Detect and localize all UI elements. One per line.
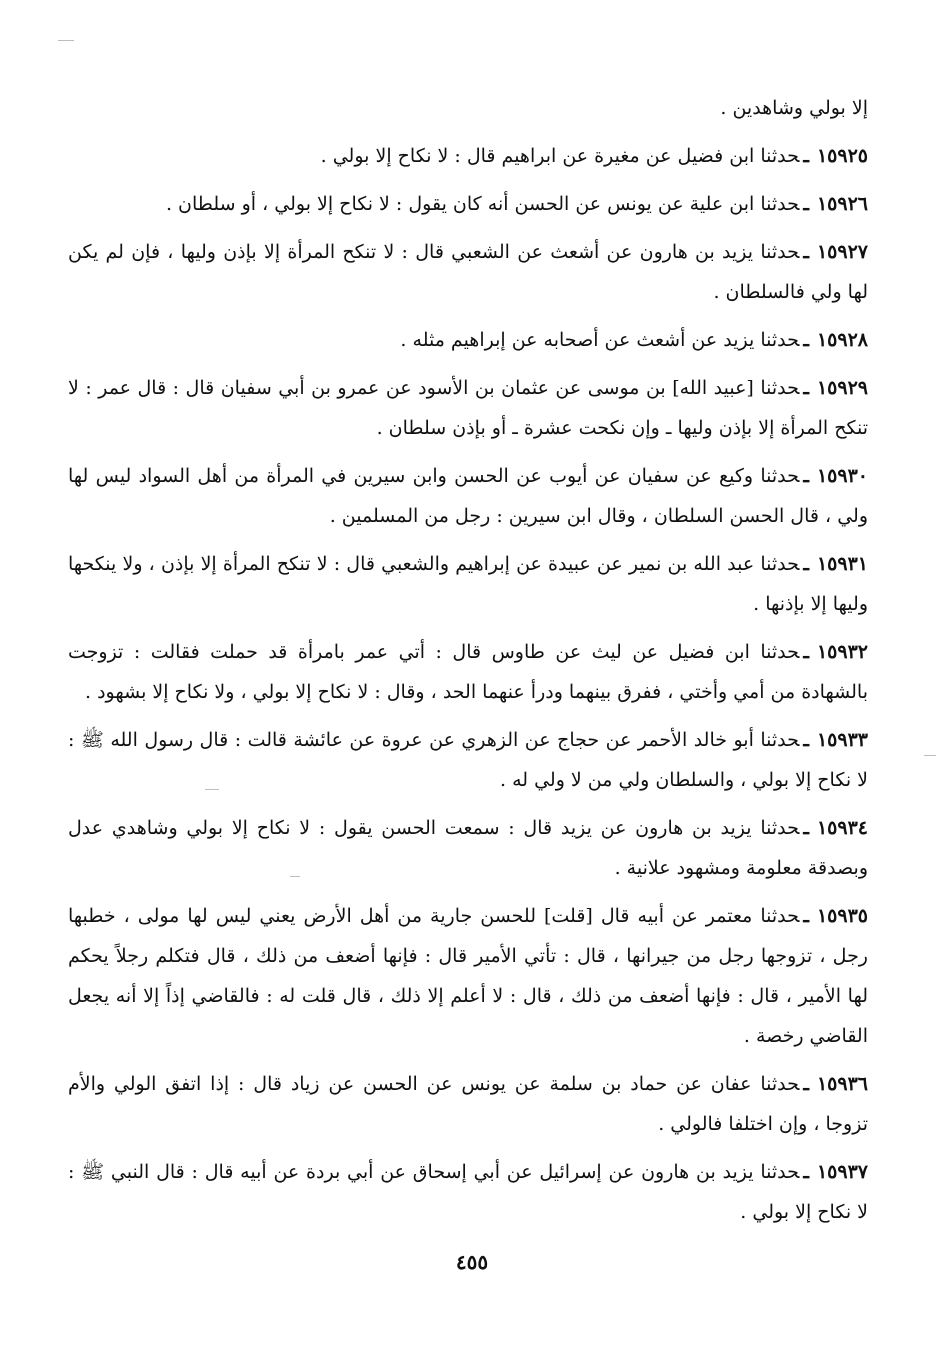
- dash: ـ: [803, 817, 809, 839]
- hadith-number: ١٥٩٢٦: [816, 193, 868, 215]
- hadith-entry: [68, 136, 868, 176]
- hadith-text: حدثنا أبو خالد الأحمر عن حجاج عن الزهري عن عروة عن عائشة قالت : قال رسول الله ﷺ : لا نكاح إلا بولي ، والسلطان ولي من لا ولي له .: [68, 729, 868, 791]
- dash: ـ: [803, 193, 809, 215]
- scan-speck: [205, 789, 219, 790]
- dash: ـ: [803, 553, 809, 575]
- hadith-text: حدثنا وكيع عن سفيان عن أيوب عن الحسن وابن سيرين في المرأة من أهل السواد ليس لها ولي ، قال الحسن السلطان ، وقال ابن سيرين : رجل من المسلمين .: [68, 465, 868, 527]
- hadith-entry: [68, 456, 868, 536]
- intro-line: [68, 88, 868, 128]
- hadith-text: حدثنا ابن فضيل عن ليث عن طاوس قال : أتي عمر بامرأة قد حملت فقالت : تزوجت بالشهادة من أمي وأختي ، ففرق بينهما ودرأ عنهما الحد ، وقال : لا نكاح إلا بولي ، ولا نكاح إلا بشهود .: [68, 641, 868, 703]
- hadith-entry: [68, 544, 868, 624]
- hadith-entry: [68, 720, 868, 800]
- hadith-number: ١٥٩٢٨: [816, 329, 868, 351]
- hadith-number: ١٥٩٣٦: [816, 1073, 868, 1095]
- dash: ـ: [803, 241, 809, 263]
- dash: ـ: [803, 145, 809, 167]
- hadith-number: ١٥٩٢٧: [816, 241, 868, 263]
- hadith-text: حدثنا يزيد بن هارون عن أشعث عن الشعبي قال : لا تنكح المرأة إلا بإذن وليها ، فإن لم يكن لها ولي فالسلطان .: [68, 241, 868, 303]
- hadith-number: ١٥٩٣٥: [816, 905, 868, 927]
- hadith-entry: [68, 184, 868, 224]
- hadith-entry: [68, 808, 868, 888]
- hadith-number: ١٥٩٢٩: [816, 377, 868, 399]
- dash: ـ: [803, 729, 809, 751]
- hadith-entry: [68, 320, 868, 360]
- hadith-number: ١٥٩٣٤: [816, 817, 868, 839]
- hadith-entry: [68, 368, 868, 448]
- hadith-text: حدثنا ابن علية عن يونس عن الحسن أنه كان يقول : لا نكاح إلا بولي ، أو سلطان .: [165, 193, 800, 215]
- hadith-number: ١٥٩٣٧: [816, 1161, 868, 1183]
- hadith-number: ١٥٩٣١: [816, 553, 868, 575]
- hadith-text: حدثنا معتمر عن أبيه قال [قلت] للحسن جارية من أهل الأرض يعني ليس لها مولى ، خطبها رجل ، تزوجها رجل من جيرانها ، قال : تأتي الأمير قال : فإنها أضعف من ذلك ، قال فتكلم رجلاً يحكم لها الأمير ، قال : فإنها أضعف من ذلك ، قال : لا أعلم إلا ذلك ، قال قلت له : فالقاضي إذاً إلا أنه يجعل القاضي رخصة .: [68, 905, 868, 1047]
- hadith-entry: [68, 896, 868, 1056]
- dash: ـ: [803, 329, 809, 351]
- hadith-entry: [68, 1064, 868, 1144]
- hadith-number: ١٥٩٣٢: [816, 641, 868, 663]
- scan-speck: [58, 40, 74, 41]
- hadith-text: حدثنا عبد الله بن نمير عن عبيدة عن إبراهيم والشعبي قال : لا تنكح المرأة إلا بإذن ، ولا ينكحها وليها إلا بإذنها .: [68, 553, 868, 615]
- hadith-number: ١٥٩٢٥: [816, 145, 868, 167]
- hadith-text: حدثنا يزيد بن هارون عن إسرائيل عن أبي إسحاق عن أبي بردة عن أبيه قال : قال النبي ﷺ : لا نكاح إلا بولي .: [68, 1161, 868, 1223]
- hadith-text: حدثنا ابن فضيل عن مغيرة عن ابراهيم قال : لا نكاح إلا بولي .: [320, 145, 800, 167]
- hadith-number: ١٥٩٣٠: [816, 465, 868, 487]
- dash: ـ: [803, 641, 809, 663]
- dash: ـ: [803, 377, 809, 399]
- dash: ـ: [803, 465, 809, 487]
- scan-speck: [290, 876, 300, 877]
- hadith-entry: [68, 232, 868, 312]
- hadith-text: حدثنا عفان عن حماد بن سلمة عن يونس عن الحسن عن زياد قال : إذا اتفق الولي والأم تزوجا ، وإن اختلفا فالولي .: [68, 1073, 868, 1135]
- page-number: ٤٥٥: [455, 1250, 489, 1274]
- dash: ـ: [803, 1161, 809, 1183]
- hadith-entry: [68, 1152, 868, 1232]
- hadith-text: حدثنا يزيد بن هارون عن يزيد قال : سمعت الحسن يقول : لا نكاح إلا بولي وشاهدي عدل وبصدقة معلومة ومشهود علانية .: [68, 817, 868, 879]
- hadith-text: حدثنا [عبيد الله] بن موسى عن عثمان بن الأسود عن عمرو بن أبي سفيان قال : قال عمر : لا تنكح المرأة إلا بإذن وليها ـ وإن نكحت عشرة ـ أو بإذن سلطان .: [68, 377, 868, 439]
- intro-text: إلا بولي وشاهدين .: [720, 97, 868, 119]
- page-body: [68, 88, 868, 1240]
- scan-speck: [924, 755, 936, 756]
- dash: ـ: [803, 1073, 809, 1095]
- dash: ـ: [803, 905, 809, 927]
- hadith-number: ١٥٩٣٣: [816, 729, 868, 751]
- hadith-text: حدثنا يزيد عن أشعث عن أصحابه عن إبراهيم مثله .: [400, 329, 800, 351]
- hadith-entry: [68, 632, 868, 712]
